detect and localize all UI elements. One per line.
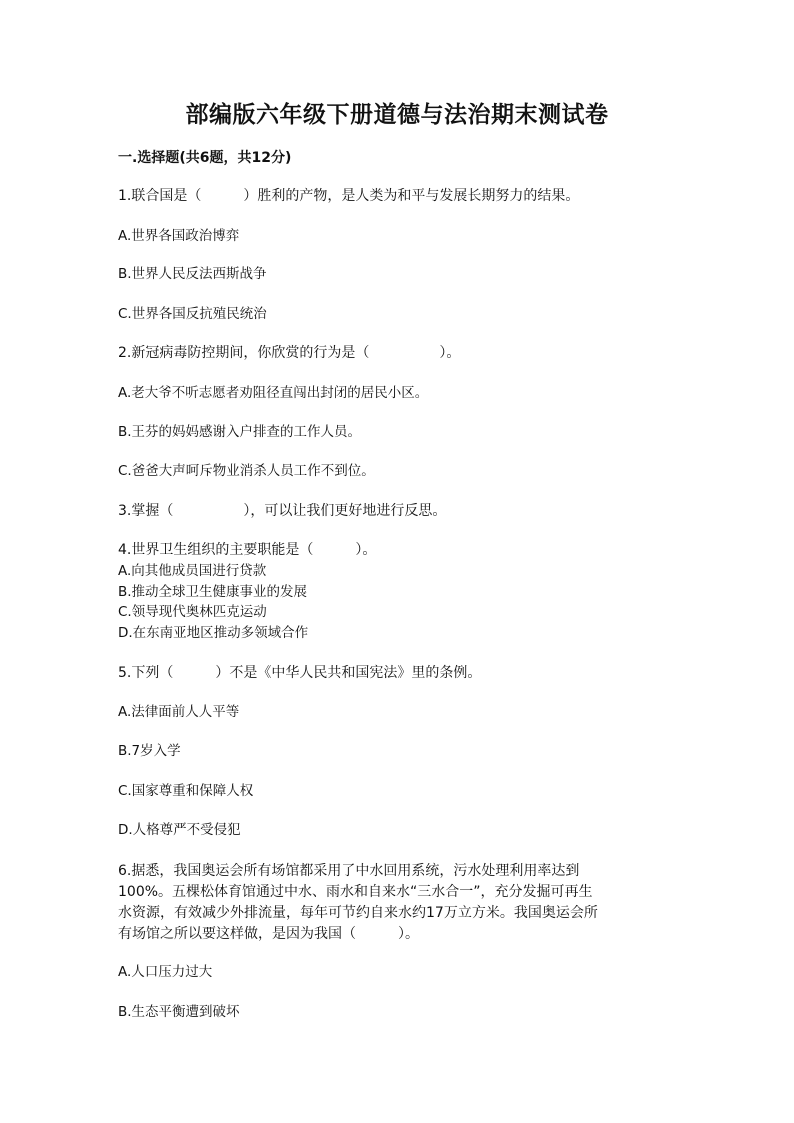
question-2-option-a: A.老大爷不听志愿者劝阻径直闯出封闭的居民小区。 bbox=[118, 385, 429, 401]
question-1-option-b: B.世界人民反法西斯战争 bbox=[118, 266, 267, 282]
question-5-option-b: B.7岁入学 bbox=[118, 743, 181, 759]
question-5-option-c: C.国家尊重和保障人权 bbox=[118, 783, 254, 799]
question-2-option-b: B.王芬的妈妈感谢入户排查的工作人员。 bbox=[118, 424, 362, 440]
question-5-option-d: D.人格尊严不受侵犯 bbox=[118, 822, 241, 838]
question-1-option-c: C.世界各国反抗殖民统治 bbox=[118, 306, 267, 322]
question-5-option-a: A.法律面前人人平等 bbox=[118, 704, 240, 720]
question-4-option-c: C.领导现代奥林匹克运动 bbox=[118, 604, 267, 620]
question-4-option-d: D.在东南亚地区推动多领域合作 bbox=[118, 625, 309, 641]
question-3-stem: 3.掌握（ ），可以让我们更好地进行反思。 bbox=[118, 503, 447, 519]
question-6-stem-line-4: 有场馆之所以要这样做，是因为我国（ ）。 bbox=[118, 926, 419, 942]
question-6-stem-line-3: 水资源，有效减少外排流量，每年可节约自来水约17万立方米。我国奥运会所 bbox=[118, 905, 598, 921]
question-6-stem-line-1: 6.据悉，我国奥运会所有场馆都采用了中水回用系统，污水处理利用率达到 bbox=[118, 863, 580, 879]
question-2-stem: 2.新冠病毒防控期间，你欣赏的行为是（ ）。 bbox=[118, 345, 461, 361]
question-1-stem: 1.联合国是（ ）胜利的产物，是人类为和平与发展长期努力的结果。 bbox=[118, 188, 580, 204]
question-6-stem-line-2: 100%。五棵松体育馆通过中水、雨水和自来水“三水合一”，充分发掘可再生 bbox=[118, 884, 593, 900]
question-2-option-c: C.爸爸大声呵斥物业消杀人员工作不到位。 bbox=[118, 463, 375, 479]
question-6-option-a: A.人口压力过大 bbox=[118, 964, 213, 980]
question-4-option-a: A.向其他成员国进行贷款 bbox=[118, 563, 267, 579]
question-6-option-b: B.生态平衡遭到破坏 bbox=[118, 1004, 240, 1020]
question-4-option-b: B.推动全球卫生健康事业的发展 bbox=[118, 584, 308, 600]
page-title: 部编版六年级下册道德与法治期末测试卷 bbox=[185, 101, 609, 128]
question-5-stem: 5.下列（ ）不是《中华人民共和国宪法》里的条例。 bbox=[118, 665, 482, 681]
section-heading: 一.选择题(共6题，共12分) bbox=[118, 150, 292, 166]
question-4-stem: 4.世界卫生组织的主要职能是（ ）。 bbox=[118, 542, 377, 558]
question-1-option-a: A.世界各国政治博弈 bbox=[118, 228, 240, 244]
